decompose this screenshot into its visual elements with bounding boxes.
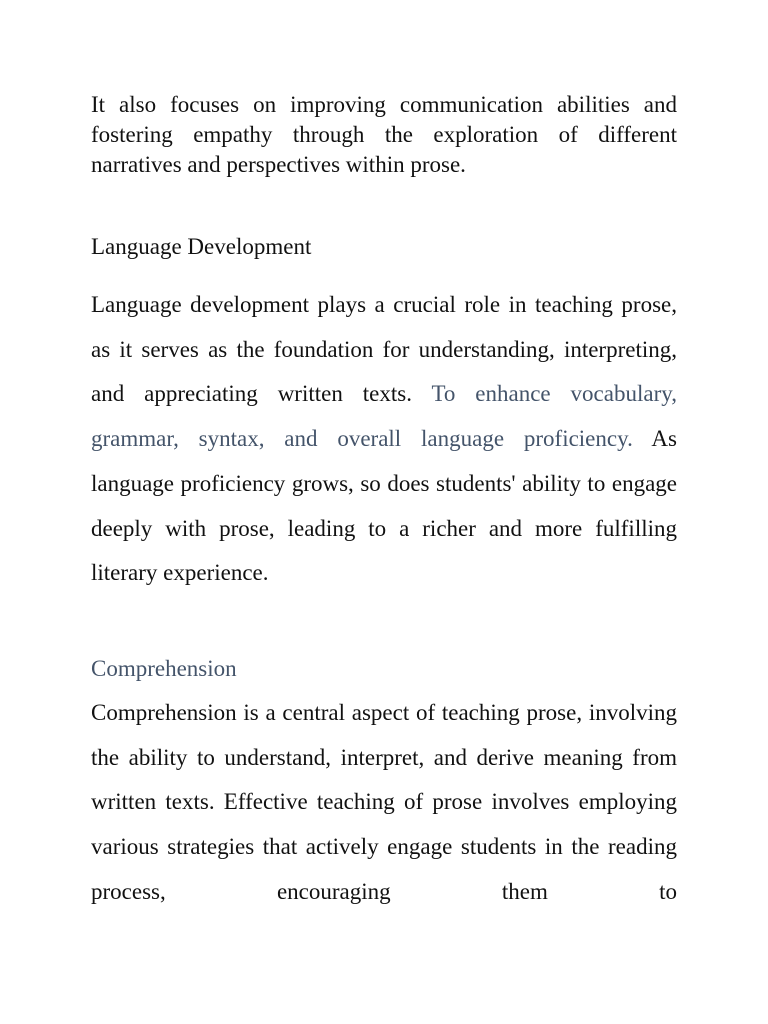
language-development-text-part1: Language development plays a crucial role in teaching prose, as it serves as the foundation for understanding, interpreting, and appreciating written texts. [91,292,677,407]
language-development-paragraph [91,283,677,596]
comprehension-heading: Comprehension [91,655,237,681]
language-development-text-part2: As language proficiency grows, so does students' ability to engage deeply with prose, leading to a richer and more fulfilling literary experience. [91,426,677,586]
language-development-highlight: To enhance vocabulary, grammar, syntax, and overall language proficiency. [91,381,677,452]
language-development-heading: Language Development [91,234,312,259]
document-page [91,90,677,914]
comprehension-paragraph: Comprehension is a central aspect of teaching prose, involving the ability to understand, interpret, and derive meaning from written texts. Effective teaching of prose involves employing various strategies that actively engage students in the reading process, encouraging them to [91,699,677,904]
intro-paragraph: It also focuses on improving communication abilities and fostering empathy through the exploration of different narratives and perspectives within prose. [91,92,677,177]
